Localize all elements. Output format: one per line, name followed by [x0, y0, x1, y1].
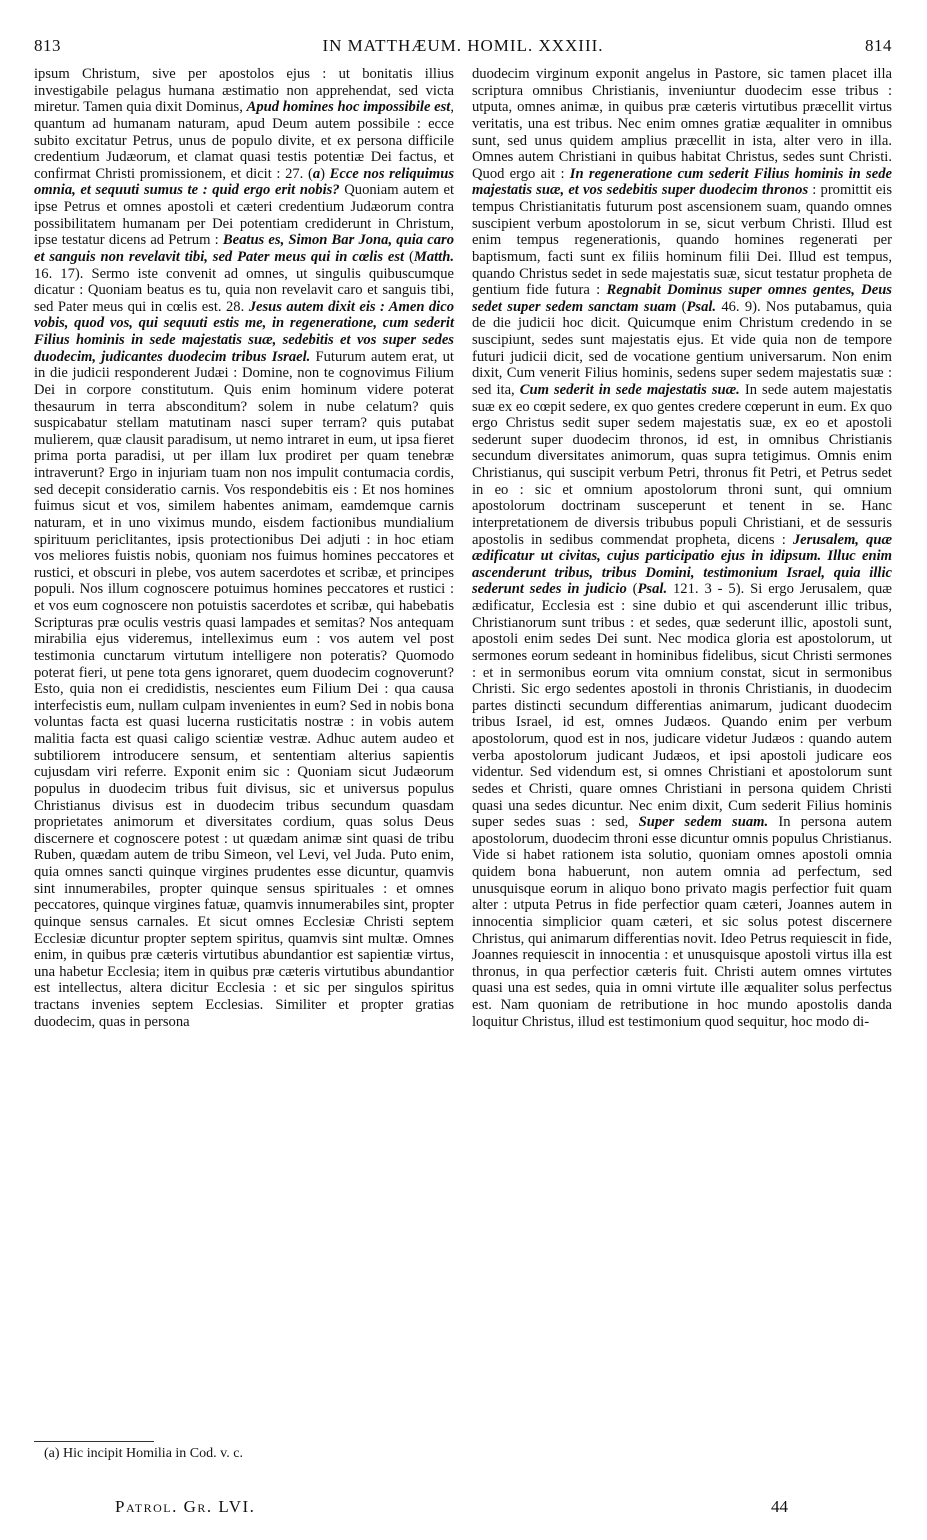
text-run: , quantum ad humanam naturam, apud Deum autem possibile : ecce subito excitatur Petrus, unus de populo divite, et ex persona difficile credentium Judæorum, et clamat quasi testis potentiæ Dei factus, et confirmat Christi promissionem, et dicit : 27. ( [34, 99, 454, 182]
footnote: (a) Hic incipit Homilia in Cod. v. c. [44, 1446, 243, 1461]
text-run: 121. 3 - 5). Si ergo Jerusalem, quæ ædificatur, Ecclesia est : sine dubio et qui ascenderunt illic tribus, Christianorum sunt tribus : et sedes, quæ sederunt illic, apostoli sunt, apostoli enim sedes Dei sunt. Nec modica gloria est apostolorum, ut sermones eorum sedeant in hominibus fidelibus, sicut Christi sermones : et in sermonibus eorum vita omnium constat, sicut in sermonibus Christi. Sic ergo sedentes apostoli in thronis Christianis, in duodecim partes distincti secundum differentias animarum, judicant duodecim tribus Israel, id est, omnes Judæos. Quando enim per verbum apostolorum, quod est in nos, judicare videtur Judæos : quando autem verba apostolorum judicant Judæos, et ipsi apostoli judicare eos videntur. Sed videndum est, si omnes Christiani et apostolorum sunt sedes et Christi, quare omnes Christiani in persona quidem Christi quasi una sedes dicuntur. Nec enim dixit, Cum sederit Filius hominis super sedes suas : sed, [472, 581, 892, 831]
footer-signature: 44 [771, 1497, 788, 1516]
italic-quotation: Ecce nos reliquimus omnia, et sequuti sumus te : quid ergo erit nobis? [34, 165, 454, 199]
page-number-left: 813 [34, 36, 61, 55]
text-run: In persona autem apostolorum, duodecim throni esse dicuntur omnis populus Christianus. Vide si habet rationem ista solutio, quoniam omnes apostoli omnia quidem bona habuerunt, non autem omnia ad perfectum, sed unusquisque eorum in aliquo bono privato magis perfectior fuit quam alter : utputa Petrus in fide perfectior quam cæteri, Joannes autem in innocentia simplicior quam cæteri, et sic solus potest discernere Christus, qui animarum differentias novit. Ideo Petrus requiescit in fide, Joannes requiescit in innocentia : et unusquisque apostoli virtus illa est thronus, in qua perfectior cæteris fuit. Christi autem omnes virtutes quasi una est sedes, quia in omni virtute ille æqualiter solus perfectus est. Nam quoniam de retributione in hoc mundo apostolis danda loquitur Christus, illud est testimonium quod sequitur, hoc modo di- [472, 814, 893, 1030]
text-run: duodecim virginum exponit angelus in Pastore, sic tamen placet illa scriptura omnibus Christianis, inveniuntur duodecim esse tribus : utputa, omnes animæ, in quibus præ cæteris virtutibus præcellit virtus veritatis, una est tribus. Nec enim omnes gratiæ æqualiter in omnibus sunt, sed unus quidem amplius præcellit in ista, alter vero in illa. Omnes autem Christiani in quibus habitat Christus, sedes sunt Christi. Quod ergo ait : [472, 66, 892, 182]
text-run: ( [676, 298, 687, 315]
text-run: Futurum autem erat, ut in die judicii responderent Judæi : Domine, non te cognovimus Filium Dei in corpore constitutum. Quis enim hominum videre poterat thesaurum in terra absconditum? solem in nube celatum? quis suspicabatur stellam matutinam nasci super terram? quis putabat mulierem, quæ clausit paradisum, ut nemo intraret in eum, ut ipsa fieret prima porta paradisi, ut per illam lux prodiret per quam tenebræ intraverunt? Ergo in injuriam tuam non nos impulit contumacia cordis, sed decepit consideratio carnis. Vos respondebitis eis : Et nos homines fuimus sicut et vos, similem habentes animam, eamdemque carnis naturam, et in uno viximus mundo, eisdem factionibus mundialium spirituum periclitantes, ipsis protectionibus Dei adjuti : in hoc etiam vos meliores fuistis nobis, quoniam nos fuimus homines peccatores et rustici, et obscuri in plebe, vos autem sacerdotes et scribæ, et principes populi. Nos illum cognoscere potuimus homines peccatores et rustici : et vos eum cognoscere non potuistis sacerdotes et scribæ, qui habebatis Scripturas præ oculis vestris quasi lampades et semitas? Nos antequam mirabilia ejus videremus, intelleximus eum : vos autem vel post testimonia cunctarum virtutum intelligere non poteratis? Quomodo poterat fieri, ut pene tota gens ignoraret, quem duodecim cognoverunt? Esto, quia non ei credidistis, nescientes eum Filium Dei : qua causa interfecistis eum, nullam culpam invenientes in eum? Sed in nobis bona voluntas facta est quasi lucerna rusticitatis nostræ : in vobis autem malitia facta est quasi caligo scientiæ vestræ. Adhuc autem audeo et subtiliorem introducere sensum, et sententiam alterius sapientis cujusdam viri referre. Exponit enim sic : Quoniam sicut Judæorum populus in duodecim tribus fuit divisus, sic et universus populus Christianus divisus est in duodecim tribus secundum quasdam proprietates animorum et diversitates cordium, quas solus Deus discernere et cognoscere potest : ut quædam animæ sint quasi de tribu Ruben, quædam autem de tribu Simeon, vel Levi, vel Juda. Puto enim, quia omnes sancti quinque virgines prudentes esse dicuntur, quamvis sint innumerabiles, propter quinque sensus spirituales : et omnes peccatores, quinque virgines fatuæ, quamvis innumerabiles sint, propter quinque sensus carnales. Et sicut omnes Ecclesiæ Christi septem Ecclesiæ dicuntur propter septem spiritus, quamvis sint multæ. Omnes enim, in quibus præ cæteris virtutibus abundantior est sapientiæ virtus, una habetur Ecclesia; item in quibus præ cæteris virtutibus abundantior est intellectus, altera dicitur Ecclesia : et sic per singulos spiritus tractans invenies septem Ecclesias. Similiter et propter gratias duodecim, quas in persona [34, 348, 454, 1030]
text-run: ipsum Christum, sive per apostolos ejus : ut bonitatis illius investigabile pelagus humana æstimatio non apprehendat, sed victa miretur. Tamen quia dixit Dominus, [34, 66, 454, 116]
italic-quotation: Psal. [637, 581, 668, 598]
italic-quotation: Psal. [686, 298, 717, 315]
right-text-column [472, 66, 892, 1030]
running-header [34, 36, 892, 62]
italic-quotation: Jerusalem, quæ ædificatur ut civitas, cujus participatio ejus in idipsum. Illuc enim ascenderunt tribus, tribus Domini, testimonium Israel, quia illic sederunt sedes in judicio [472, 531, 892, 598]
text-run: In sede autem majestatis suæ ex eo cœpit sedere, ex quo gentes credere cœperunt in eum. Ex quo ergo Christus sedit super sedem majestatis suæ, ex eo et apostoli sederunt super duodecim thronos, id est, in omnibus Christianis secundum diversitates animorum, quas supra tetigimus. Omnis enim Christianus, qui suscipit verbum Petri, thronus fit Petri, et Petrus sedet in eo : sic et omnium apostolorum throni sunt, qui omnium apostolorum doctrinam susceperunt et tenent in se. Hanc interpretationem de diversis tribubus populi Christiani, et de sessuris apostolis in sedibus commendat propheta, dicens : [472, 381, 892, 548]
italic-quotation: Beatus es, Simon Bar Jona, quia caro et sanguis non revelavit tibi, sed Pater meus qui in cœlis est [34, 232, 454, 265]
text-run: : promittit eis tempus Christianitatis futurum post ascensionem suam, quando omnes suscipient verbum apostolorum in se, sicut verbum Christi. Illud est enim tempus regenerationis, quando homines regenerati per baptismum, facti sunt ex filiis hominum filii Dei. Illud est tempus, quando Christus sedet in sede majestatis suæ, sicut testatur propheta de gentium fide futura : [472, 182, 892, 299]
text-run: Quoniam autem et ipse Petrus et omnes apostoli et cæteri credentium Judæorum contra possibilitatem humanam per Dei potentiam crediderunt in Christum, ipse testatur dicens ad Petrum : [34, 182, 454, 249]
italic-quotation: Super sedem suam. [638, 814, 769, 831]
italic-quotation: a [312, 165, 321, 182]
left-column-paragraph [34, 66, 454, 1030]
footnote-divider [34, 1441, 154, 1442]
italic-quotation: In regeneratione cum sederit Filius hominis in sede majestatis suæ, et vos sedebitis super duodecim thronos [472, 165, 892, 199]
text-run: 46. 9). Nos putabamus, quia de die judicii hoc dicit. Quicumque enim Christum credendo in se suscipiunt, sedes sunt majestatis ejus. Et vide quia non de tempore futuri judicii dicit, sed de vocatione gentium universarum. Non enim dixit, Cum venerit Filius hominis, sedens super sedem majestatis suæ : sed ita, [472, 298, 892, 398]
italic-quotation: Apud homines hoc impossibile est [246, 99, 451, 116]
footer-series: Patrol. Gr. LVI. [115, 1497, 256, 1516]
page-number-right: 814 [865, 36, 892, 55]
text-run: 16. 17). Sermo iste convenit ad omnes, ut singulis quibuscumque dicatur : Quoniam beatus es tu, quia non revelavit caro et sanguis tibi, sed Pater meus qui in cœlis est. 28. [34, 265, 454, 315]
italic-quotation: Jesus autem dixit eis : Amen dico vobis, quod vos, qui sequuti estis me, in regeneratione, cum sederit Filius hominis in sede majestatis suæ, sedebitis et vos super sedes duodecim, judicantes duodecim tribus Israel. [34, 298, 454, 365]
running-title: IN MATTHÆUM. HOMIL. XXXIII. [322, 36, 604, 55]
left-text-column [34, 66, 454, 1030]
text-run: ( [626, 581, 638, 598]
italic-quotation: Matth. [413, 248, 455, 265]
text-run: ) [320, 165, 330, 182]
text-run: ( [404, 248, 414, 265]
italic-quotation: Regnabit Dominus super omnes gentes, Deus sedet super sedem sanctam suam [472, 282, 892, 315]
italic-quotation: Cum sederit in sede majestatis suæ. [519, 381, 740, 398]
right-column-paragraph [472, 66, 892, 1030]
